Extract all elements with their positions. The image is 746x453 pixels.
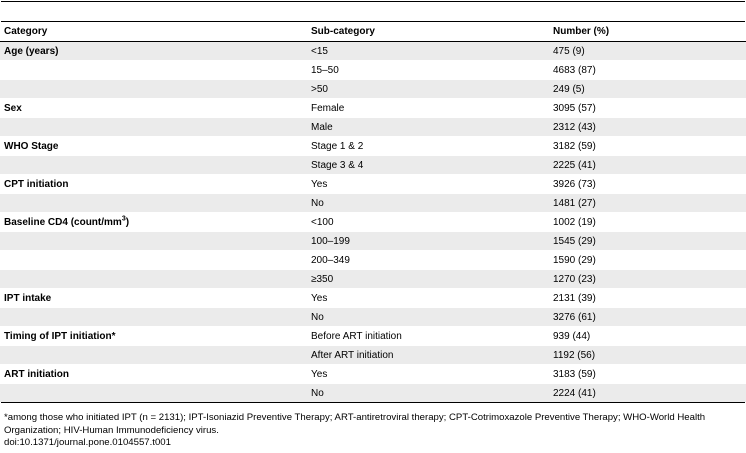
category-cell [0,289,306,308]
category-cell [0,42,306,61]
category-cell [0,308,306,327]
number-cell: 1545 (29) [550,232,746,251]
category-text: Baseline CD4 (count/mm [4,216,122,228]
table-row [0,80,746,99]
header-sub-category: Sub-category [306,22,550,42]
table-row [0,99,746,118]
sub-category-cell: Stage 3 & 4 [306,156,550,175]
number-cell: 2131 (39) [550,289,746,308]
number-cell: 3095 (57) [550,99,746,118]
category-text: CPT initiation [4,178,69,190]
table-header-row [0,22,746,42]
doi-label: doi:10.1371/journal.pone.0104557.t001 [4,437,171,448]
category-cell [0,80,306,99]
category-cell [0,137,306,156]
sub-category-cell: Stage 1 & 2 [306,137,550,156]
sub-category-cell: 15–50 [306,61,550,80]
table-row [0,61,746,80]
table-row [0,118,746,137]
header-number: Number (%) [550,22,746,42]
sub-category-cell: No [306,384,550,403]
number-cell: 3276 (61) [550,308,746,327]
header-category: Category [0,22,306,42]
category-text: ART initiation [4,368,69,380]
number-cell: 3183 (59) [550,365,746,384]
number-cell: 1002 (19) [550,213,746,232]
table-footnote: *among those who initiated IPT (n = 2131); IPT-Isoniazid Preventive Therapy; ART-antiretroviral therapy; CPT-Cotrimoxazole Preventive Therapy; WHO-World Health Organization; HIV-Human Immunodeficiency virus. [4,412,706,436]
category-text: WHO Stage [4,140,59,152]
table-row [0,327,746,346]
category-cell [0,251,306,270]
number-cell: 1481 (27) [550,194,746,213]
sub-category-cell: Before ART initiation [306,327,550,346]
table-row [0,308,746,327]
number-cell: 2225 (41) [550,156,746,175]
number-cell: 1590 (29) [550,251,746,270]
sub-category-cell: Yes [306,175,550,194]
number-cell: 1192 (56) [550,346,746,365]
table-row [0,213,746,232]
sub-category-cell: Female [306,99,550,118]
table-row [0,156,746,175]
sub-category-cell: Male [306,118,550,137]
table-row [0,346,746,365]
sub-category-cell: >50 [306,80,550,99]
category-cell [0,346,306,365]
sub-category-cell: Yes [306,365,550,384]
table-row [0,137,746,156]
table-row [0,232,746,251]
number-cell: 2224 (41) [550,384,746,403]
sub-category-cell: Yes [306,289,550,308]
category-superscript: 3 [121,215,126,223]
category-cell [0,99,306,118]
category-cell [0,232,306,251]
table-row [0,289,746,308]
sub-category-cell: <100 [306,213,550,232]
category-text: Timing of IPT initiation* [4,330,116,342]
category-cell [0,61,306,80]
sub-category-cell: ≥350 [306,270,550,289]
category-cell [0,384,306,403]
category-text-tail: ) [125,216,130,228]
number-cell: 939 (44) [550,327,746,346]
sub-category-cell: <15 [306,42,550,61]
demographics-table [0,22,746,402]
sub-category-cell: No [306,308,550,327]
category-text: Sex [4,102,22,114]
category-cell [0,365,306,384]
category-cell [0,156,306,175]
category-cell [0,270,306,289]
number-cell: 3926 (73) [550,175,746,194]
category-cell [0,213,306,232]
category-text: IPT intake [4,292,52,304]
table-row [0,270,746,289]
number-cell: 4683 (87) [550,61,746,80]
table-row [0,365,746,384]
number-cell: 1270 (23) [550,270,746,289]
table-row [0,194,746,213]
sub-category-cell: No [306,194,550,213]
sub-category-cell: After ART initiation [306,346,550,365]
table-row [0,175,746,194]
category-text: Age (years) [4,45,59,57]
sub-category-cell: 100–199 [306,232,550,251]
table-row [0,251,746,270]
category-cell [0,118,306,137]
table-caption-band [0,2,746,21]
table-row [0,384,746,403]
number-cell: 2312 (43) [550,118,746,137]
number-cell: 3182 (59) [550,137,746,156]
sub-category-cell: 200–349 [306,251,550,270]
category-cell [0,175,306,194]
number-cell: 475 (9) [550,42,746,61]
table-row [0,42,746,61]
number-cell: 249 (5) [550,80,746,99]
category-cell [0,194,306,213]
category-cell [0,327,306,346]
